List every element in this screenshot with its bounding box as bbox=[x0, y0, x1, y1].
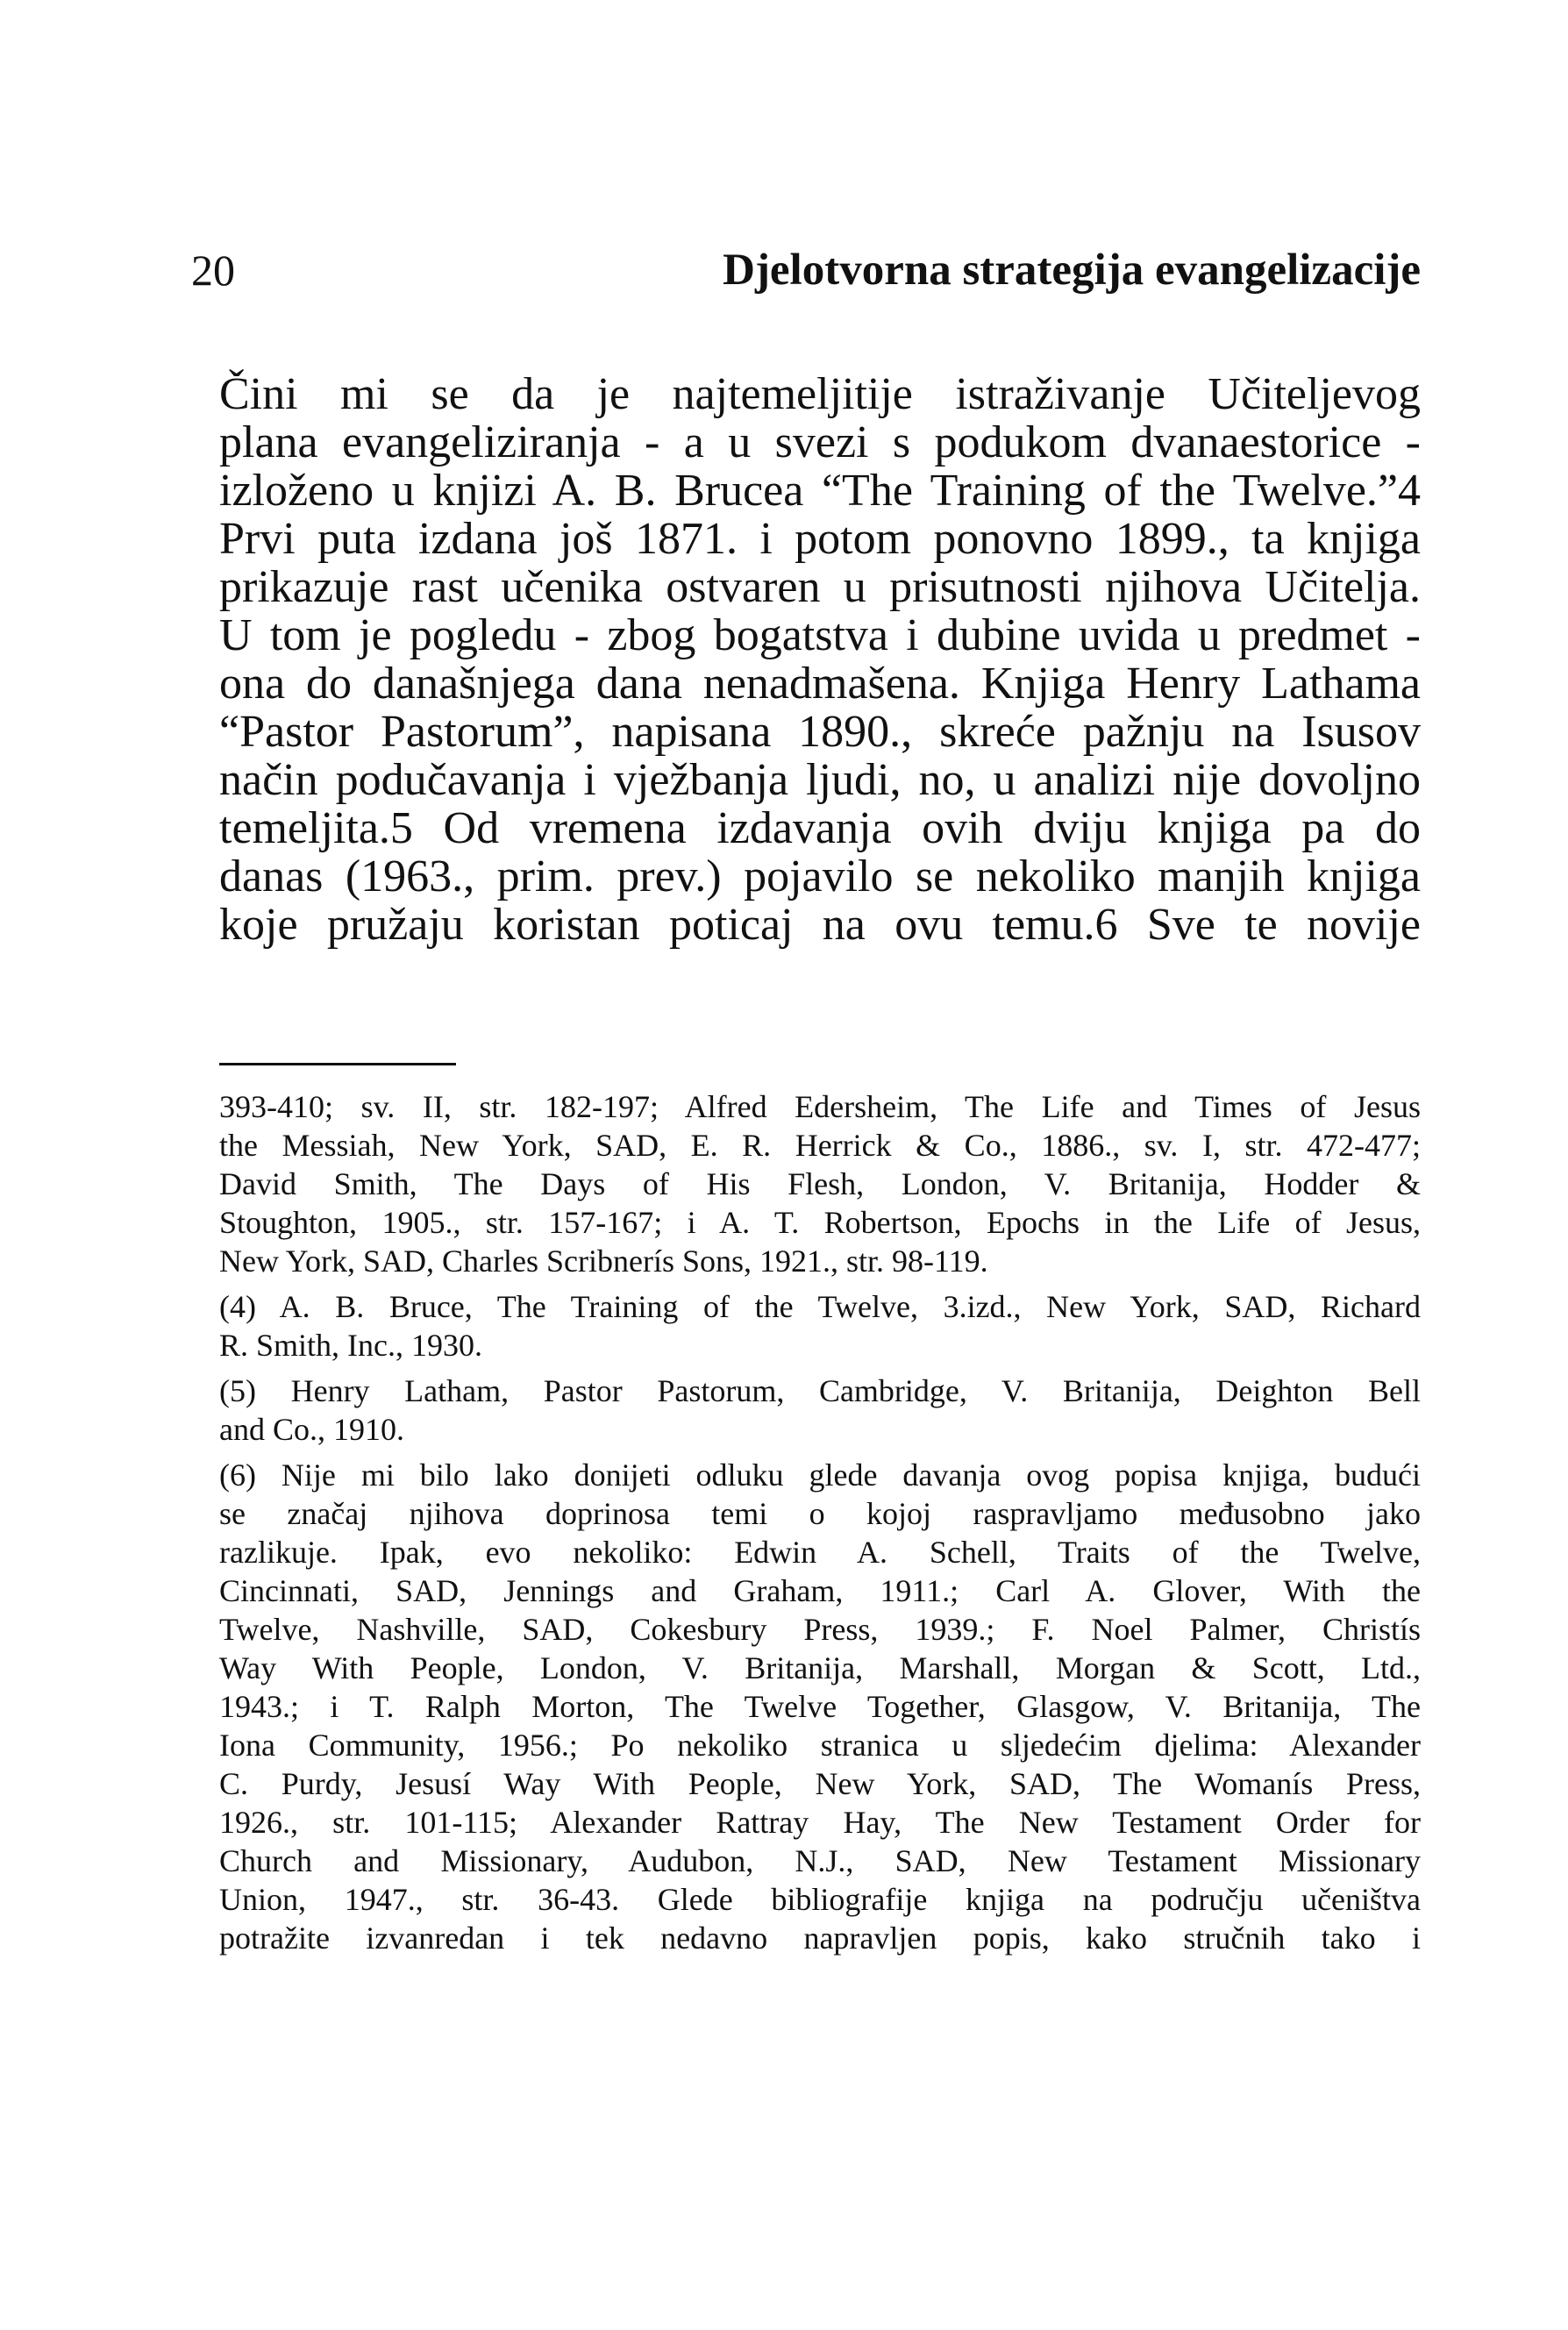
body-line: temeljita.5 Od vremena izdavanja ovih dviju knjiga pa do bbox=[219, 803, 1421, 853]
footnote-line: Iona Community, 1956.; Po nekoliko stranica u sljedećim djelima: Alexander bbox=[219, 1728, 1421, 1763]
footnote-6 bbox=[219, 1456, 1421, 1957]
footnote-4 bbox=[219, 1287, 1421, 1365]
footnote-line: Church and Missionary, Audubon, N.J., SAD, New Testament Missionary bbox=[219, 1843, 1421, 1878]
footnote-line: Way With People, London, V. Britanija, Marshall, Morgan & Scott, Ltd., bbox=[219, 1650, 1421, 1685]
body-paragraph bbox=[219, 370, 1421, 949]
page-number: 20 bbox=[191, 246, 235, 295]
page-header bbox=[191, 235, 1421, 305]
body-line: izloženo u knjizi A. B. Brucea “The Training of the Twelve.”4 bbox=[219, 466, 1421, 516]
footnote-line: R. Smith, Inc., 1930. bbox=[219, 1328, 483, 1363]
footnote-line: 1943.; i T. Ralph Morton, The Twelve Together, Glasgow, V. Britanija, The bbox=[219, 1689, 1421, 1724]
footnote-line: (4) A. B. Bruce, The Training of the Twelve, 3.izd., New York, SAD, Richard bbox=[219, 1289, 1421, 1324]
footnote-line: (5) Henry Latham, Pastor Pastorum, Cambridge, V. Britanija, Deighton Bell bbox=[219, 1373, 1421, 1408]
footnotes bbox=[219, 1087, 1421, 1964]
footnote-line: se značaj njihova doprinosa temi o kojoj raspravljamo međusobno jako bbox=[219, 1496, 1421, 1531]
footnote-line: David Smith, The Days of His Flesh, London, V. Britanija, Hodder & bbox=[219, 1166, 1421, 1201]
body-line: Čini mi se da je najtemeljitije istraživanje Učiteljevog bbox=[219, 369, 1421, 419]
footnote-line: potražite izvanredan i tek nedavno napravljen popis, kako stručnih tako i bbox=[219, 1920, 1421, 1956]
footnote-continuation bbox=[219, 1087, 1421, 1280]
footnote-line: the Messiah, New York, SAD, E. R. Herrick & Co., 1886., sv. I, str. 472-477; bbox=[219, 1128, 1421, 1163]
footnote-line: Union, 1947., str. 36-43. Glede bibliografije knjiga na području učeništva bbox=[219, 1882, 1421, 1917]
body-line: plana evangeliziranja - a u svezi s podukom dvanaestorice - bbox=[219, 417, 1421, 467]
body-line: način podučavanja i vježbanja ljudi, no, u analizi nije dovoljno bbox=[219, 755, 1421, 805]
footnote-divider bbox=[219, 1063, 456, 1065]
footnote-line: (6) Nije mi bilo lako donijeti odluku glede davanja ovog popisa knjiga, budući bbox=[219, 1457, 1421, 1493]
body-line: Prvi puta izdana još 1871. i potom ponovno 1899., ta knjiga bbox=[219, 514, 1421, 564]
body-line: prikazuje rast učenika ostvaren u prisutnosti njihova Učitelja. bbox=[219, 562, 1421, 612]
footnote-line: razlikuje. Ipak, evo nekoliko: Edwin A. Schell, Traits of the Twelve, bbox=[219, 1535, 1421, 1570]
footnote-line: New York, SAD, Charles Scribnerís Sons, 1921., str. 98-119. bbox=[219, 1243, 988, 1279]
footnote-line: Twelve, Nashville, SAD, Cokesbury Press, 1939.; F. Noel Palmer, Christís bbox=[219, 1612, 1421, 1647]
footnote-line: C. Purdy, Jesusí Way With People, New York, SAD, The Womanís Press, bbox=[219, 1766, 1421, 1801]
footnote-line: Cincinnati, SAD, Jennings and Graham, 1911.; Carl A. Glover, With the bbox=[219, 1573, 1421, 1608]
footnote-line: 393-410; sv. II, str. 182-197; Alfred Edersheim, The Life and Times of Jesus bbox=[219, 1089, 1421, 1124]
running-title: Djelotvorna strategija evangelizacije bbox=[723, 246, 1421, 295]
footnote-line: Stoughton, 1905., str. 157-167; i A. T. Robertson, Epochs in the Life of Jesus, bbox=[219, 1205, 1421, 1240]
body-line: ona do današnjega dana nenadmašena. Knjiga Henry Lathama bbox=[219, 659, 1421, 709]
footnote-5 bbox=[219, 1372, 1421, 1449]
body-line: koje pružaju koristan poticaj na ovu temu.6 Sve te novije bbox=[219, 900, 1421, 950]
body-line: danas (1963., prim. prev.) pojavilo se nekoliko manjih knjiga bbox=[219, 851, 1421, 901]
footnote-line: and Co., 1910. bbox=[219, 1412, 404, 1447]
body-line: U tom je pogledu - zbog bogatstva i dubine uvida u predmet - bbox=[219, 610, 1421, 660]
footnote-line: 1926., str. 101-115; Alexander Rattray Hay, The New Testament Order for bbox=[219, 1805, 1421, 1840]
body-line: “Pastor Pastorum”, napisana 1890., skreće pažnju na Isusov bbox=[219, 707, 1421, 757]
